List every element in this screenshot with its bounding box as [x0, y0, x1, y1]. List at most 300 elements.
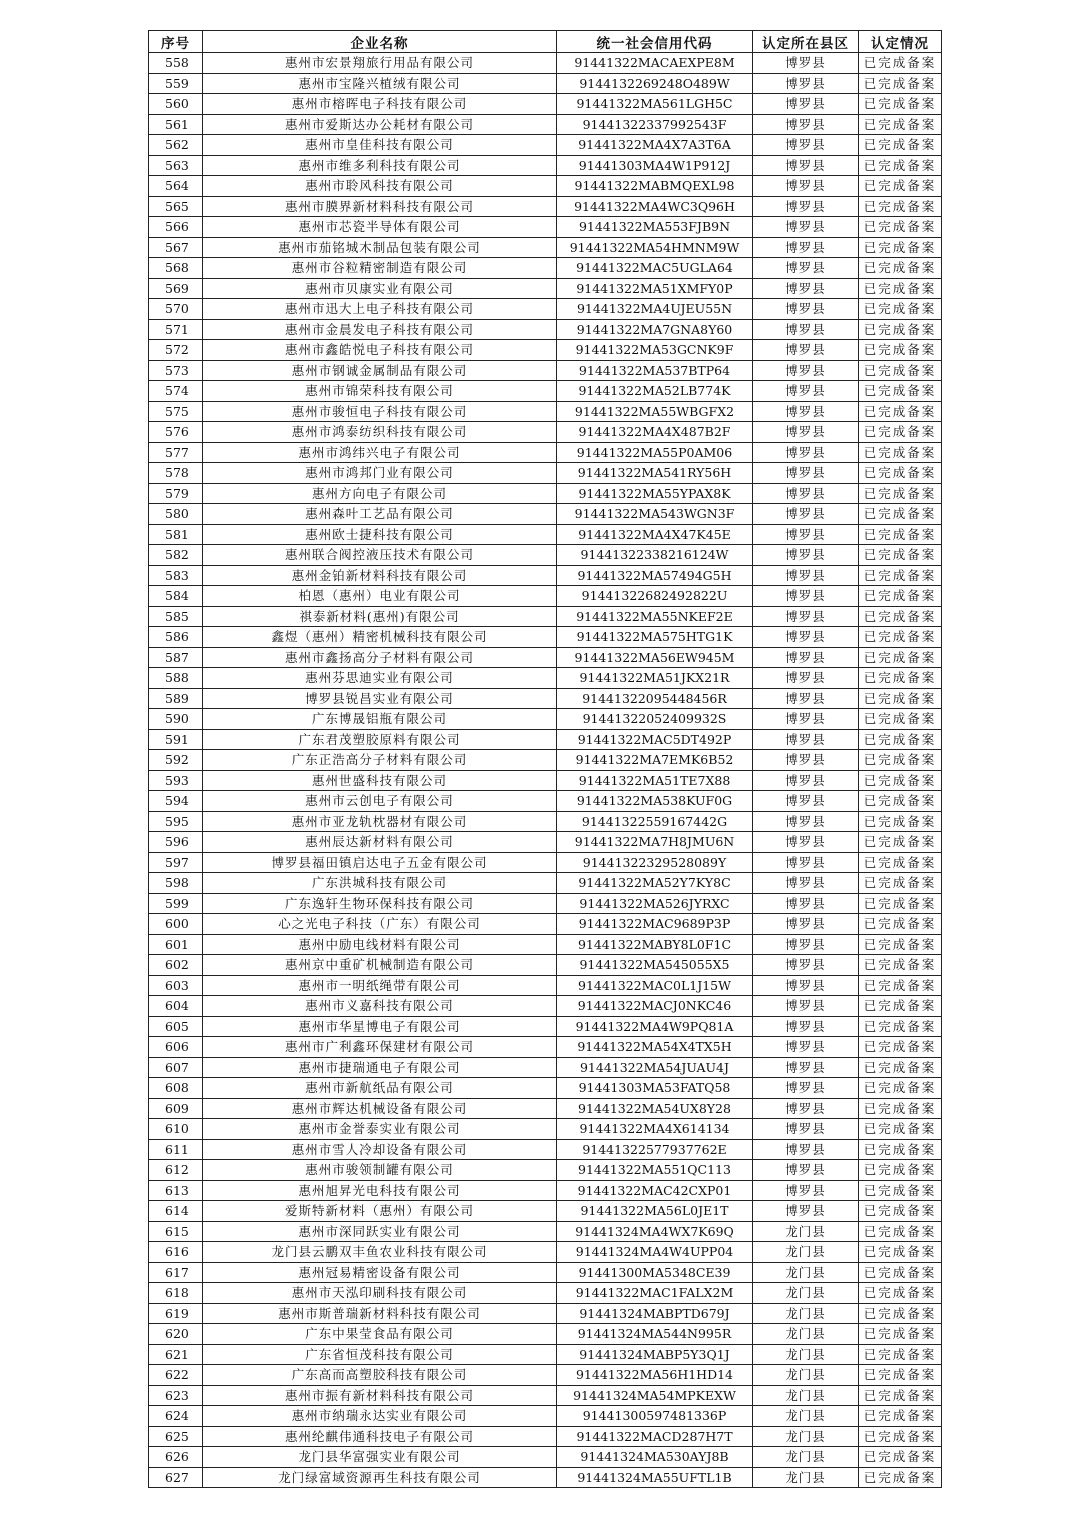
status-cell: 已完成备案 [859, 135, 942, 156]
status-cell: 已完成备案 [859, 1139, 942, 1160]
county-cell: 博罗县 [753, 53, 859, 74]
credit-code-cell: 91441322MA4X614134 [557, 1119, 753, 1140]
enterprise-name-cell: 惠州市一明纸绳带有限公司 [203, 975, 557, 996]
table-row [149, 1447, 942, 1468]
table-row [149, 483, 942, 504]
serial-number-cell: 609 [149, 1098, 203, 1119]
enterprise-name-cell: 惠州市聆风科技有限公司 [203, 176, 557, 197]
county-cell: 博罗县 [753, 545, 859, 566]
enterprise-name-cell: 惠州市亚龙轨枕器材有限公司 [203, 811, 557, 832]
enterprise-name-cell: 博罗县锐昌实业有限公司 [203, 688, 557, 709]
status-cell: 已完成备案 [859, 1262, 942, 1283]
serial-number-cell: 591 [149, 729, 203, 750]
county-cell: 博罗县 [753, 94, 859, 115]
status-cell: 已完成备案 [859, 565, 942, 586]
status-cell: 已完成备案 [859, 155, 942, 176]
serial-number-cell: 588 [149, 668, 203, 689]
county-cell: 博罗县 [753, 278, 859, 299]
table-row [149, 340, 942, 361]
county-cell: 博罗县 [753, 893, 859, 914]
status-cell: 已完成备案 [859, 975, 942, 996]
enterprise-name-cell: 惠州市宏景翔旅行用品有限公司 [203, 53, 557, 74]
credit-code-cell: 91441322MA543WGN3F [557, 504, 753, 525]
serial-number-cell: 565 [149, 196, 203, 217]
credit-code-cell: 91441322MA4W9PQ81A [557, 1016, 753, 1037]
status-cell: 已完成备案 [859, 299, 942, 320]
serial-number-cell: 612 [149, 1160, 203, 1181]
status-cell: 已完成备案 [859, 1119, 942, 1140]
enterprise-name-cell: 惠州方向电子有限公司 [203, 483, 557, 504]
serial-number-cell: 563 [149, 155, 203, 176]
county-cell: 博罗县 [753, 176, 859, 197]
status-cell: 已完成备案 [859, 1180, 942, 1201]
status-cell: 已完成备案 [859, 729, 942, 750]
status-cell: 已完成备案 [859, 1467, 942, 1488]
status-cell: 已完成备案 [859, 1303, 942, 1324]
enterprise-name-cell: 广东高而高塑胶科技有限公司 [203, 1365, 557, 1386]
table-row [149, 1119, 942, 1140]
table-row [149, 1037, 942, 1058]
credit-code-cell: 91441322MABY8L0F1C [557, 934, 753, 955]
county-cell: 博罗县 [753, 750, 859, 771]
status-cell: 已完成备案 [859, 873, 942, 894]
credit-code-cell: 91441324MABPTD679J [557, 1303, 753, 1324]
status-cell: 已完成备案 [859, 319, 942, 340]
table-row [149, 770, 942, 791]
table-row [149, 73, 942, 94]
county-cell: 博罗县 [753, 811, 859, 832]
status-cell: 已完成备案 [859, 483, 942, 504]
serial-number-cell: 585 [149, 606, 203, 627]
credit-code-cell: 91441322338216124W [557, 545, 753, 566]
table-row [149, 1139, 942, 1160]
serial-number-cell: 614 [149, 1201, 203, 1222]
serial-number-cell: 586 [149, 627, 203, 648]
status-cell: 已完成备案 [859, 1242, 942, 1263]
credit-code-cell: 91441303MA4W1P912J [557, 155, 753, 176]
status-cell: 已完成备案 [859, 360, 942, 381]
serial-number-cell: 569 [149, 278, 203, 299]
enterprise-name-cell: 惠州市天泓印刷科技有限公司 [203, 1283, 557, 1304]
serial-number-cell: 574 [149, 381, 203, 402]
status-cell: 已完成备案 [859, 668, 942, 689]
serial-number-cell: 602 [149, 955, 203, 976]
serial-number-cell: 564 [149, 176, 203, 197]
table-row [149, 1303, 942, 1324]
enterprise-name-cell: 柏恩（惠州）电业有限公司 [203, 586, 557, 607]
serial-number-cell: 597 [149, 852, 203, 873]
serial-number-cell: 587 [149, 647, 203, 668]
status-cell: 已完成备案 [859, 647, 942, 668]
table-row [149, 114, 942, 135]
serial-number-cell: 626 [149, 1447, 203, 1468]
serial-number-cell: 599 [149, 893, 203, 914]
credit-code-cell: 91441322MA4X47K45E [557, 524, 753, 545]
credit-code-cell: 91441322MA54X4TX5H [557, 1037, 753, 1058]
county-cell: 龙门县 [753, 1385, 859, 1406]
credit-code-cell: 91441322559167442G [557, 811, 753, 832]
table-row [149, 1201, 942, 1222]
credit-code-cell: 9144132269248O489W [557, 73, 753, 94]
status-cell: 已完成备案 [859, 750, 942, 771]
serial-number-cell: 607 [149, 1057, 203, 1078]
table-row [149, 545, 942, 566]
credit-code-cell: 91441322MA54HMNM9W [557, 237, 753, 258]
serial-number-cell: 613 [149, 1180, 203, 1201]
table-row [149, 135, 942, 156]
credit-code-cell: 91441322MAC9689P3P [557, 914, 753, 935]
serial-number-cell: 566 [149, 217, 203, 238]
serial-number-cell: 601 [149, 934, 203, 955]
county-cell: 博罗县 [753, 381, 859, 402]
county-cell: 博罗县 [753, 504, 859, 525]
serial-number-cell: 562 [149, 135, 203, 156]
serial-number-cell: 567 [149, 237, 203, 258]
credit-code-cell: 91441300MA5348CE39 [557, 1262, 753, 1283]
credit-code-cell: 91441322MA51JKX21R [557, 668, 753, 689]
county-cell: 博罗县 [753, 668, 859, 689]
table-row [149, 258, 942, 279]
table-row [149, 934, 942, 955]
enterprise-name-cell: 惠州市鑫皓悦电子科技有限公司 [203, 340, 557, 361]
serial-number-cell: 573 [149, 360, 203, 381]
serial-number-cell: 610 [149, 1119, 203, 1140]
county-cell: 博罗县 [753, 463, 859, 484]
status-cell: 已完成备案 [859, 852, 942, 873]
county-cell: 龙门县 [753, 1324, 859, 1345]
table-row [149, 319, 942, 340]
county-cell: 博罗县 [753, 627, 859, 648]
serial-number-cell: 627 [149, 1467, 203, 1488]
county-cell: 博罗县 [753, 975, 859, 996]
enterprise-name-cell: 惠州市钢诚金属制品有限公司 [203, 360, 557, 381]
enterprise-name-cell: 惠州市鑫扬高分子材料有限公司 [203, 647, 557, 668]
table-row [149, 1467, 942, 1488]
status-cell: 已完成备案 [859, 1201, 942, 1222]
enterprise-name-cell: 惠州市华星博电子有限公司 [203, 1016, 557, 1037]
serial-number-cell: 570 [149, 299, 203, 320]
enterprise-name-cell: 惠州市义嘉科技有限公司 [203, 996, 557, 1017]
table-row [149, 1385, 942, 1406]
serial-number-cell: 615 [149, 1221, 203, 1242]
enterprise-name-cell: 惠州市迅大上电子科技有限公司 [203, 299, 557, 320]
status-cell: 已完成备案 [859, 340, 942, 361]
county-cell: 博罗县 [753, 934, 859, 955]
credit-code-cell: 91441322MA51TE7X88 [557, 770, 753, 791]
status-cell: 已完成备案 [859, 114, 942, 135]
table-row [149, 1180, 942, 1201]
county-cell: 博罗县 [753, 360, 859, 381]
status-cell: 已完成备案 [859, 422, 942, 443]
credit-code-cell: 91441322MA52LB774K [557, 381, 753, 402]
credit-code-cell: 91441322MA7H8JMU6N [557, 832, 753, 853]
enterprise-name-cell: 惠州金铂新材料科技有限公司 [203, 565, 557, 586]
credit-code-cell: 91441322MA52Y7KY8C [557, 873, 753, 894]
status-cell: 已完成备案 [859, 955, 942, 976]
serial-number-cell: 571 [149, 319, 203, 340]
credit-code-cell: 91441322MAC5UGLA64 [557, 258, 753, 279]
county-cell: 博罗县 [753, 1057, 859, 1078]
enterprise-name-cell: 惠州市芯瓷半导体有限公司 [203, 217, 557, 238]
enterprise-name-cell: 祺泰新材料(惠州)有限公司 [203, 606, 557, 627]
county-cell: 龙门县 [753, 1447, 859, 1468]
status-cell: 已完成备案 [859, 1016, 942, 1037]
county-cell: 博罗县 [753, 1037, 859, 1058]
status-cell: 已完成备案 [859, 1344, 942, 1365]
credit-code-cell: 91441324MA54MPKEXW [557, 1385, 753, 1406]
table-row [149, 176, 942, 197]
county-cell: 博罗县 [753, 217, 859, 238]
county-cell: 博罗县 [753, 729, 859, 750]
credit-code-cell: 91441322MA55YPAX8K [557, 483, 753, 504]
serial-number-cell: 624 [149, 1406, 203, 1427]
table-row [149, 360, 942, 381]
county-cell: 博罗县 [753, 483, 859, 504]
credit-code-cell: 91441322MA55WBGFX2 [557, 401, 753, 422]
county-cell: 博罗县 [753, 1119, 859, 1140]
enterprise-name-cell: 惠州市皇佳科技有限公司 [203, 135, 557, 156]
enterprise-name-cell: 惠州市爱斯达办公耗材有限公司 [203, 114, 557, 135]
enterprise-name-cell: 惠州市鸿邦门业有限公司 [203, 463, 557, 484]
enterprise-name-cell: 惠州市广利鑫环保建材有限公司 [203, 1037, 557, 1058]
status-cell: 已完成备案 [859, 627, 942, 648]
credit-code-cell: 91441322MA538KUF0G [557, 791, 753, 812]
status-cell: 已完成备案 [859, 94, 942, 115]
enterprise-name-cell: 惠州市深同跃实业有限公司 [203, 1221, 557, 1242]
enterprise-name-cell: 广东逸轩生物环保科技有限公司 [203, 893, 557, 914]
status-cell: 已完成备案 [859, 504, 942, 525]
county-cell: 博罗县 [753, 955, 859, 976]
status-cell: 已完成备案 [859, 893, 942, 914]
county-cell: 龙门县 [753, 1467, 859, 1488]
enterprise-name-cell: 惠州冠易精密设备有限公司 [203, 1262, 557, 1283]
serial-number-cell: 594 [149, 791, 203, 812]
serial-number-cell: 580 [149, 504, 203, 525]
serial-number-cell: 622 [149, 1365, 203, 1386]
county-cell: 博罗县 [753, 258, 859, 279]
credit-code-cell: 91441322MA575HTG1K [557, 627, 753, 648]
table-row [149, 750, 942, 771]
status-cell: 已完成备案 [859, 791, 942, 812]
credit-code-cell: 91441322329528089Y [557, 852, 753, 873]
county-cell: 博罗县 [753, 688, 859, 709]
credit-code-cell: 91441322MA56L0JE1T [557, 1201, 753, 1222]
county-cell: 博罗县 [753, 442, 859, 463]
status-cell: 已完成备案 [859, 1365, 942, 1386]
status-cell: 已完成备案 [859, 770, 942, 791]
serial-number-cell: 603 [149, 975, 203, 996]
serial-number-cell: 598 [149, 873, 203, 894]
table-row [149, 299, 942, 320]
credit-code-cell: 91441322337992543F [557, 114, 753, 135]
county-cell: 龙门县 [753, 1365, 859, 1386]
table-row [149, 401, 942, 422]
enterprise-name-cell: 惠州市斯普瑞新材料科技有限公司 [203, 1303, 557, 1324]
enterprise-name-cell: 广东君茂塑胶原料有限公司 [203, 729, 557, 750]
table-row [149, 668, 942, 689]
enterprise-name-cell: 惠州市宝隆兴植绒有限公司 [203, 73, 557, 94]
status-cell: 已完成备案 [859, 73, 942, 94]
table-row [149, 1365, 942, 1386]
enterprise-name-cell: 惠州市膜界新材料科技有限公司 [203, 196, 557, 217]
serial-number-cell: 581 [149, 524, 203, 545]
serial-number-cell: 558 [149, 53, 203, 74]
enterprise-name-cell: 广东洪城科技有限公司 [203, 873, 557, 894]
serial-number-cell: 559 [149, 73, 203, 94]
table-row [149, 914, 942, 935]
table-row [149, 1016, 942, 1037]
serial-number-cell: 582 [149, 545, 203, 566]
enterprise-name-cell: 惠州芬思迪实业有限公司 [203, 668, 557, 689]
status-cell: 已完成备案 [859, 1406, 942, 1427]
enterprise-name-cell: 惠州市纳瑞永达实业有限公司 [203, 1406, 557, 1427]
enterprise-name-cell: 惠州市鸿泰纺织科技有限公司 [203, 422, 557, 443]
enterprise-name-cell: 惠州欧士捷科技有限公司 [203, 524, 557, 545]
table-row [149, 155, 942, 176]
status-cell: 已完成备案 [859, 1447, 942, 1468]
table-row [149, 832, 942, 853]
serial-number-cell: 620 [149, 1324, 203, 1345]
enterprise-name-cell: 爱斯特新材料（惠州）有限公司 [203, 1201, 557, 1222]
table-row [149, 565, 942, 586]
enterprise-name-cell: 广东正浩高分子材料有限公司 [203, 750, 557, 771]
credit-code-cell: 91441322MA57494G5H [557, 565, 753, 586]
county-cell: 博罗县 [753, 1180, 859, 1201]
credit-code-cell: 91441324MA55UFTL1B [557, 1467, 753, 1488]
credit-code-cell: 91441322MA553FJB9N [557, 217, 753, 238]
status-cell: 已完成备案 [859, 1385, 942, 1406]
serial-number-cell: 568 [149, 258, 203, 279]
status-cell: 已完成备案 [859, 586, 942, 607]
county-cell: 博罗县 [753, 1201, 859, 1222]
credit-code-cell: 91441322682492822U [557, 586, 753, 607]
serial-number-cell: 584 [149, 586, 203, 607]
credit-code-cell: 91441322MA541RY56H [557, 463, 753, 484]
credit-code-cell: 91441322MA4X487B2F [557, 422, 753, 443]
status-cell: 已完成备案 [859, 524, 942, 545]
credit-code-cell: 91441322MABMQEXL98 [557, 176, 753, 197]
county-cell: 博罗县 [753, 996, 859, 1017]
county-cell: 博罗县 [753, 709, 859, 730]
credit-code-cell: 91441324MA530AYJ8B [557, 1447, 753, 1468]
county-cell: 博罗县 [753, 196, 859, 217]
credit-code-cell: 91441322052409932S [557, 709, 753, 730]
county-cell: 龙门县 [753, 1344, 859, 1365]
serial-number-cell: 617 [149, 1262, 203, 1283]
status-cell: 已完成备案 [859, 934, 942, 955]
enterprise-name-cell: 惠州京中重矿机械制造有限公司 [203, 955, 557, 976]
table-row [149, 996, 942, 1017]
enterprise-registry-table-page [148, 30, 941, 1488]
table-row [149, 237, 942, 258]
status-cell: 已完成备案 [859, 709, 942, 730]
credit-code-cell: 91441322MA56EW945M [557, 647, 753, 668]
county-cell: 龙门县 [753, 1283, 859, 1304]
county-cell: 博罗县 [753, 832, 859, 853]
county-cell: 龙门县 [753, 1262, 859, 1283]
table-row [149, 504, 942, 525]
county-cell: 博罗县 [753, 852, 859, 873]
status-cell: 已完成备案 [859, 196, 942, 217]
status-cell: 已完成备案 [859, 1221, 942, 1242]
enterprise-name-cell: 广东博晟铝瓶有限公司 [203, 709, 557, 730]
credit-code-cell: 91441322MAC42CXP01 [557, 1180, 753, 1201]
table-row [149, 852, 942, 873]
status-cell: 已完成备案 [859, 1078, 942, 1099]
status-cell: 已完成备案 [859, 381, 942, 402]
county-cell: 博罗县 [753, 914, 859, 935]
table-row [149, 1426, 942, 1447]
status-cell: 已完成备案 [859, 1037, 942, 1058]
table-row [149, 586, 942, 607]
serial-number-cell: 606 [149, 1037, 203, 1058]
county-cell: 龙门县 [753, 1303, 859, 1324]
status-cell: 已完成备案 [859, 1098, 942, 1119]
status-cell: 已完成备案 [859, 237, 942, 258]
credit-code-cell: 91441322MA55P0AM06 [557, 442, 753, 463]
status-cell: 已完成备案 [859, 217, 942, 238]
serial-number-cell: 589 [149, 688, 203, 709]
header-row [149, 31, 942, 53]
enterprise-name-cell: 惠州世盛科技有限公司 [203, 770, 557, 791]
credit-code-cell: 91441322MACD287H7T [557, 1426, 753, 1447]
serial-number-cell: 623 [149, 1385, 203, 1406]
credit-code-cell: 91441322MA551QC113 [557, 1160, 753, 1181]
enterprise-name-cell: 博罗县福田镇启达电子五金有限公司 [203, 852, 557, 873]
county-cell: 龙门县 [753, 1406, 859, 1427]
serial-number-cell: 625 [149, 1426, 203, 1447]
enterprise-name-cell: 广东中果莹食品有限公司 [203, 1324, 557, 1345]
enterprise-name-cell: 惠州市茄铭城木制品包装有限公司 [203, 237, 557, 258]
enterprise-name-cell: 惠州市谷粒精密制造有限公司 [203, 258, 557, 279]
county-cell: 龙门县 [753, 1426, 859, 1447]
table-row [149, 873, 942, 894]
serial-number-cell: 592 [149, 750, 203, 771]
table-row [149, 381, 942, 402]
credit-code-cell: 91441322MA526JYRXC [557, 893, 753, 914]
table-row [149, 422, 942, 443]
credit-code-cell: 91441322MA54JUAU4J [557, 1057, 753, 1078]
enterprise-name-cell: 惠州联合阀控液压技术有限公司 [203, 545, 557, 566]
serial-number-cell: 596 [149, 832, 203, 853]
table-row [149, 1098, 942, 1119]
serial-number-cell: 579 [149, 483, 203, 504]
credit-code-cell: 91441324MABP5Y3Q1J [557, 1344, 753, 1365]
header-enterprise-name: 企业名称 [203, 31, 557, 53]
table-row [149, 1344, 942, 1365]
credit-code-cell: 91441322577937762E [557, 1139, 753, 1160]
serial-number-cell: 577 [149, 442, 203, 463]
serial-number-cell: 593 [149, 770, 203, 791]
county-cell: 博罗县 [753, 873, 859, 894]
enterprise-name-cell: 龙门县云鹏双丰鱼农业科技有限公司 [203, 1242, 557, 1263]
table-row [149, 955, 942, 976]
enterprise-name-cell: 鑫煜（惠州）精密机械科技有限公司 [203, 627, 557, 648]
status-cell: 已完成备案 [859, 1283, 942, 1304]
table-row [149, 278, 942, 299]
county-cell: 博罗县 [753, 135, 859, 156]
enterprise-name-cell: 广东省恒茂科技有限公司 [203, 1344, 557, 1365]
credit-code-cell: 91441322MAC5DT492P [557, 729, 753, 750]
county-cell: 博罗县 [753, 1016, 859, 1037]
credit-code-cell: 91441322MACJ0NKC46 [557, 996, 753, 1017]
header-county: 认定所在县区 [753, 31, 859, 53]
credit-code-cell: 91441322MA56H1HD14 [557, 1365, 753, 1386]
serial-number-cell: 604 [149, 996, 203, 1017]
table-row [149, 688, 942, 709]
credit-code-cell: 91441322MA51XMFY0P [557, 278, 753, 299]
credit-code-cell: 91441322MA55NKEF2E [557, 606, 753, 627]
